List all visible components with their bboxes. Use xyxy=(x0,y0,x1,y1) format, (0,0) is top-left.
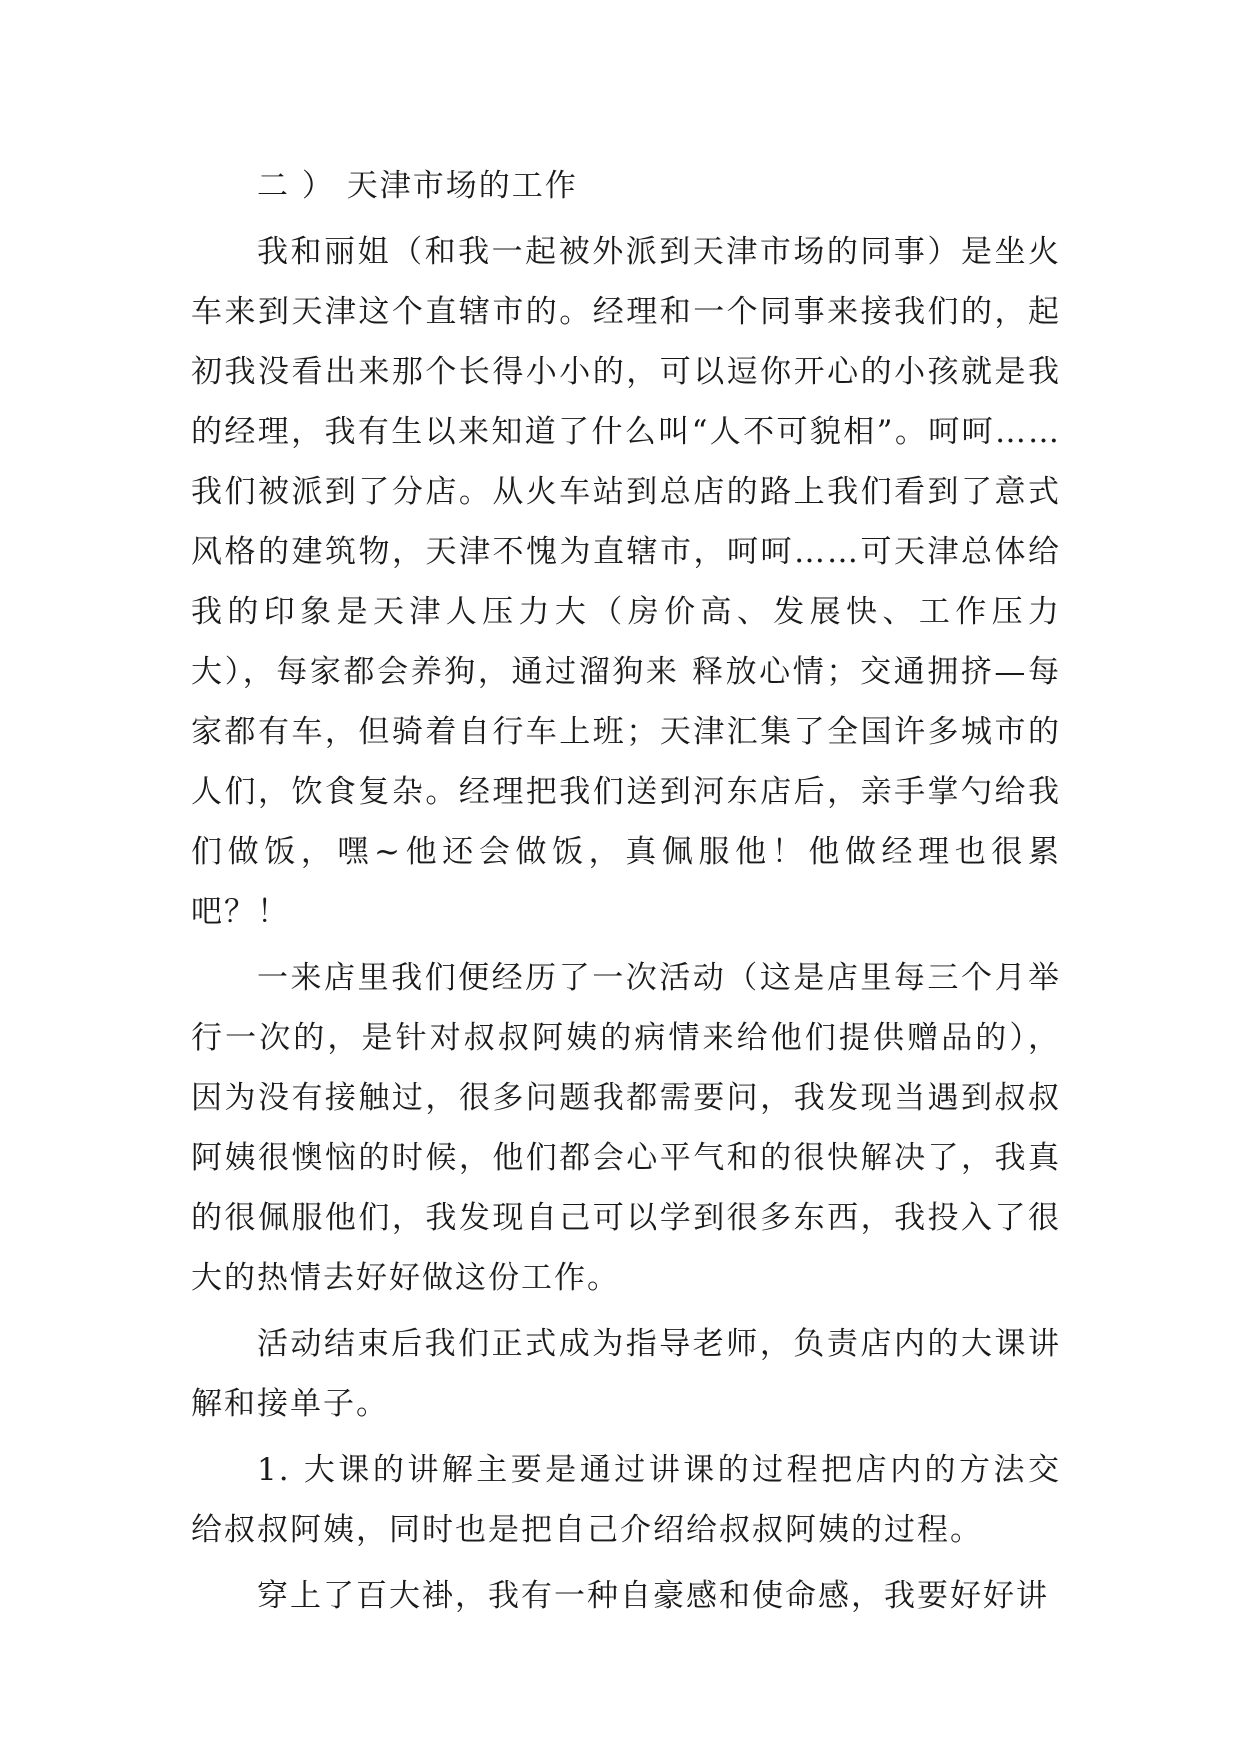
paragraph: 一来店里我们便经历了一次活动（这是店里每三个月举行一次的，是针对叔叔阿姨的病情来给他们提供赠品的），因为没有接触过，很多问题我都需要问，我发现当遇到叔叔阿姨很懊恼的时候，他们都会心平气和的很快解决了，我真的很佩服他们，我发现自己可以学到很多东西，我投入了很大的热情去好好做这份工作。 xyxy=(191,960,1061,1296)
section-heading: 二 ） 天津市场的工作 xyxy=(257,168,578,204)
paragraph: 我和丽姐（和我一起被外派到天津市场的同事）是坐火车来到天津这个直辖市的。经理和一个同事来接我们的，起初我没看出来那个长得小小的，可以逗你开心的小孩就是我的经理，我有生以来知道了什么叫“人不可貌相”。呵呵……我们被派到了分店。从火车站到总店的路上我们看到了意式风格的建筑物，天津不愧为直辖市，呵呵……可天津总体给我的印象是天津人压力大（房价高、发展快、工作压力大），每家都会养狗，通过溜狗来 释放心情；交通拥挤—每家都有车，但骑着自行车上班；天津汇集了全国许多城市的人们，饮食复杂。经理把我们送到河东店后，亲手掌勺给我们做饭，嘿~他还会做饭，真佩服他！他做经理也很累吧？！ xyxy=(191,234,1061,930)
document-body xyxy=(191,156,1061,1626)
paragraph: 1. 大课的讲解主要是通过讲课的过程把店内的方法交给叔叔阿姨，同时也是把自己介绍给叔叔阿姨的过程。 xyxy=(191,1452,1061,1548)
paragraph: 活动结束后我们正式成为指导老师，负责店内的大课讲解和接单子。 xyxy=(191,1326,1061,1422)
paragraph: 穿上了百大褂，我有一种自豪感和使命感，我要好好讲 xyxy=(257,1578,1049,1614)
